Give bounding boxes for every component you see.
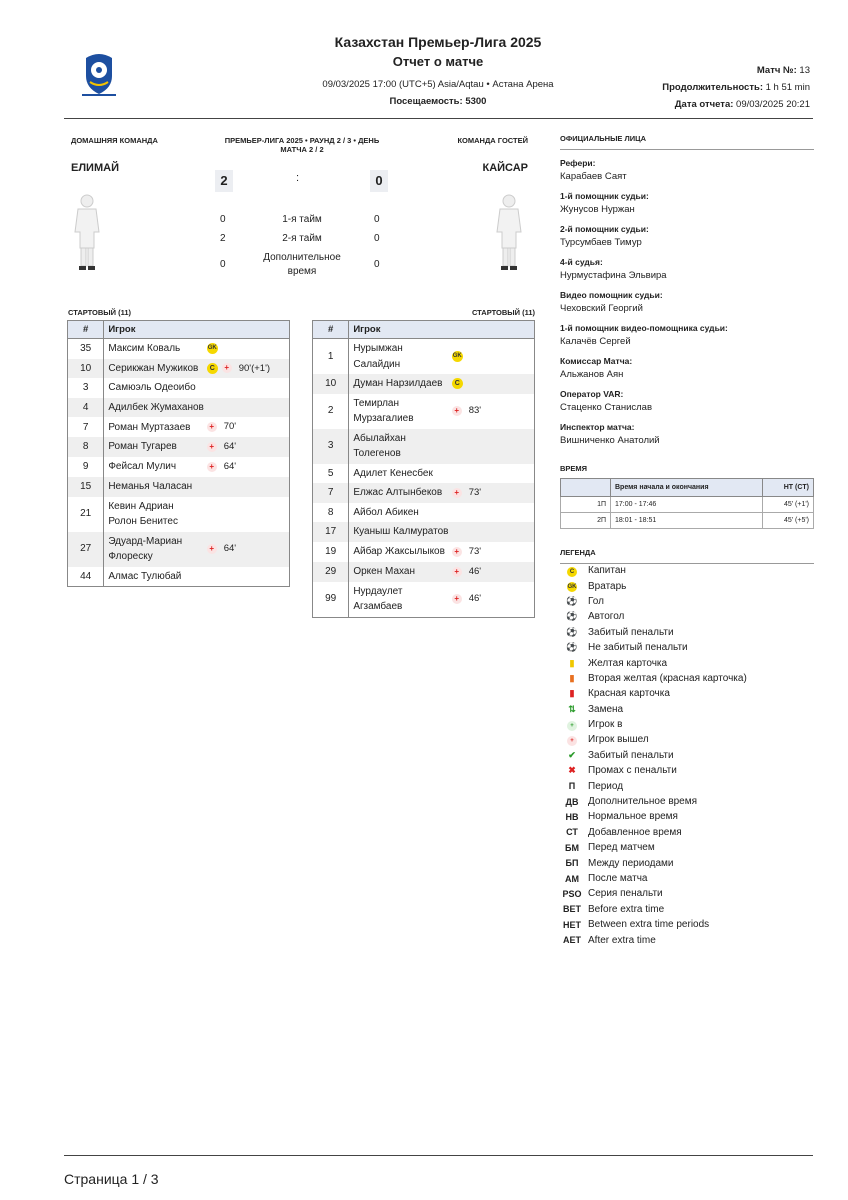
player-name: Серикжан Мужиков: [104, 359, 205, 379]
goalkeeper-icon: GK: [567, 584, 577, 591]
sub-time: 70': [223, 421, 237, 433]
player-out-icon: +: [452, 594, 462, 604]
player-number: 29: [313, 562, 349, 582]
player-row: [68, 477, 290, 497]
player-events: [205, 567, 290, 587]
legend-item: [560, 625, 814, 640]
legend-text: Between extra time periods: [588, 919, 710, 931]
player-out-icon: +: [207, 462, 217, 472]
player-name: Оркен Махан: [349, 562, 450, 582]
legend-item: [560, 609, 814, 624]
col-number: #: [313, 321, 349, 339]
player-name: Неманья Чаласан: [104, 477, 205, 497]
official-name: Стаценко Станислав: [560, 402, 653, 413]
officials-section: [560, 134, 814, 455]
legend-text: Добавленное время: [588, 826, 682, 838]
player-name: Фейсал Мулич: [108, 461, 177, 473]
sub-time: 73': [468, 487, 482, 498]
player-name: Абылайхан Толегенов: [349, 429, 450, 464]
player-events: [205, 398, 290, 418]
round-label: ПРЕМЬЕР-ЛИГА 2025 • РАУНД 2 / 3 • ДЕНЬ МАТЧА 2 / 2: [224, 136, 380, 154]
legend-text: Перед матчем: [588, 842, 655, 854]
abbr-icon: AET: [563, 935, 581, 946]
legend-text: Игрок в: [588, 719, 623, 731]
sub-time: 64': [223, 441, 237, 453]
match-number: 13: [799, 65, 810, 76]
home-start-label: СТАРТОВЫЙ (11): [68, 308, 132, 317]
legend-item: [560, 809, 814, 824]
period-name: 2П: [561, 513, 611, 529]
player-events: [450, 582, 535, 618]
legend-text: После матча: [588, 873, 648, 884]
home-team-name: ЕЛИМАЙ: [71, 162, 119, 174]
report-subtitle: Отчет о матче: [392, 54, 484, 69]
player-row: [68, 417, 290, 437]
player-events: [205, 457, 290, 477]
player-row: [68, 378, 290, 398]
player-out-icon: +: [207, 442, 217, 452]
away-kit-icon: [494, 192, 524, 272]
player-name: Адилбек Жумаханов: [104, 398, 205, 418]
goalkeeper-icon: GK: [207, 343, 218, 354]
player-out-icon: +: [560, 734, 584, 746]
legend-item: [560, 825, 814, 840]
player-events: [205, 532, 290, 567]
player-out-icon: +: [207, 422, 217, 432]
official-name: Калачёв Сергей: [560, 336, 631, 347]
player-events: [205, 378, 290, 398]
col-player: Игрок: [104, 321, 290, 339]
player-out-icon: +: [452, 567, 462, 577]
legend-item: [560, 655, 814, 670]
player-out-icon: +: [452, 488, 462, 498]
legend-text: Вторая желтая (красная карточка): [588, 672, 747, 684]
player-row: [313, 503, 535, 523]
footer-divider: [64, 1155, 813, 1156]
legend-item: [560, 578, 814, 593]
player-events: [450, 542, 535, 562]
away-team-label: КОМАНДА ГОСТЕЙ: [457, 136, 528, 145]
player-row: [68, 567, 290, 587]
official-role: Комиссар Матча:: [560, 356, 633, 366]
player-row: [313, 374, 535, 394]
legend-text: After extra time: [588, 934, 656, 946]
legend-item: [560, 886, 814, 901]
col-player: Игрок: [349, 321, 535, 339]
col-ht: HT (CT): [763, 479, 814, 497]
player-number: 4: [68, 398, 104, 418]
player-number: 10: [68, 359, 104, 379]
player-name: Темирлан Мурзагалиев: [353, 397, 414, 424]
player-row: [313, 522, 535, 542]
legend-item: [560, 640, 814, 655]
match-duration: 1 h 51 min: [765, 82, 810, 93]
player-number: 99: [313, 582, 349, 618]
legend-text: Забитый пенальти: [588, 626, 674, 638]
col-time-range: Время начала и окончания: [611, 479, 763, 497]
legend-text: Между периодами: [588, 857, 674, 869]
legend-text: Не забитый пенальти: [588, 642, 688, 654]
player-row: [68, 437, 290, 457]
official-name: Чеховский Георгий: [560, 303, 643, 314]
player-row: [68, 359, 290, 379]
player-events: [450, 562, 535, 582]
legend-text: Промах с пенальти: [588, 765, 677, 777]
away-start-label: СТАРТОВЫЙ (11): [471, 308, 535, 317]
abbr-icon: ДВ: [565, 796, 579, 807]
legend-item: [560, 686, 814, 701]
player-events: [205, 437, 290, 457]
cross-icon: ✖: [568, 765, 576, 776]
player-out-icon: +: [452, 406, 462, 416]
player-in-icon: +: [560, 719, 584, 731]
captain-icon: C: [452, 378, 463, 389]
goal-icon: ⚽: [566, 595, 578, 606]
period-ht: 45' (+5'): [763, 513, 814, 529]
official-name: Нурмустафина Эльвира: [560, 270, 667, 281]
penalty-missed-icon: ⚽: [566, 642, 578, 653]
player-row: [313, 394, 535, 429]
player-events: [205, 339, 290, 359]
abbr-icon: СТ: [566, 827, 578, 838]
player-number: 44: [68, 567, 104, 587]
player-name: Айбол Абикен: [353, 506, 419, 518]
player-name: Роман Тугарев: [104, 437, 205, 457]
player-events: [450, 483, 535, 503]
legend: [560, 563, 814, 948]
checkmark-icon: ✔: [568, 749, 576, 760]
period-range: 17:00 - 17:46: [611, 497, 763, 513]
sub-time: 64': [223, 461, 237, 473]
legend-item: [560, 871, 814, 886]
official-name: Вишниченко Анатолий: [560, 435, 660, 446]
legend-text: Гол: [588, 595, 604, 607]
player-events: [205, 497, 290, 532]
penalty-scored-icon: ⚽: [566, 626, 578, 637]
sub-time: 90'(+1'): [238, 362, 271, 374]
legend-text: Период: [588, 780, 624, 792]
player-name: Адилет Кенесбек: [353, 467, 433, 479]
official-name: Альжанов Аян: [560, 369, 624, 380]
official-role: Инспектор матча:: [560, 422, 635, 432]
page-number: Страница 1 / 3: [64, 1171, 159, 1187]
abbr-icon: HET: [563, 919, 581, 930]
legend-item: [560, 902, 814, 917]
player-events: [450, 429, 535, 464]
official-role: 1-й помощник судьи:: [560, 191, 649, 201]
home-team-label: ДОМАШНЯЯ КОМАНДА: [71, 136, 158, 145]
legend-item: [560, 794, 814, 809]
player-events: [205, 477, 290, 497]
yellow-card-icon: ▮: [569, 657, 575, 668]
player-number: 3: [68, 378, 104, 398]
own-goal-icon: ⚽: [566, 611, 578, 622]
score-separator: :: [296, 172, 300, 184]
player-number: 8: [68, 437, 104, 457]
period-row: 0 Дополнительное время 0: [220, 252, 380, 277]
player-number: 27: [68, 532, 104, 567]
second-yellow-icon: ▮: [569, 672, 575, 683]
player-row: [68, 398, 290, 418]
legend-item: [560, 594, 814, 609]
player-events: [450, 503, 535, 523]
player-row: [68, 457, 290, 477]
player-name: Кевин Адриан Ролон Бенитес: [108, 500, 178, 528]
period-name: 1П: [561, 497, 611, 513]
sub-time: 73': [468, 545, 482, 557]
legend-item: [560, 917, 814, 932]
legend-item: [560, 671, 814, 686]
player-name: Самюэль Одеоибо: [108, 382, 196, 394]
player-events: [450, 464, 535, 484]
sub-time: 64': [223, 543, 237, 555]
sub-time: 83': [468, 405, 482, 417]
league-logo: [78, 52, 120, 98]
player-name: Нурымжан Салайдин: [353, 343, 403, 370]
official-name: Карабаев Саят: [560, 171, 627, 182]
player-row: [313, 562, 535, 582]
legend-text: Желтая карточка: [588, 657, 668, 669]
legend-text: Красная карточка: [588, 688, 670, 700]
player-number: 21: [68, 497, 104, 532]
attendance: Посещаемость: 5300: [389, 96, 487, 107]
legend-item: [560, 732, 814, 747]
legend-text: Before extra time: [588, 903, 665, 915]
player-out-icon: +: [207, 544, 217, 554]
home-score: 2: [215, 170, 233, 192]
player-row: [68, 339, 290, 359]
official-role: Рефери:: [560, 158, 596, 168]
match-meta: Матч №: 13 Продолжительность: 1 h 51 min Дата отчета: 09/03/2025 20:21: [662, 65, 810, 110]
player-name: Нурдаулет Агзамбаев: [353, 585, 403, 613]
sub-time: 46': [468, 593, 482, 605]
page-title: Казахстан Премьер-Лига 2025: [334, 34, 542, 50]
legend-text: Автогол: [588, 611, 625, 623]
player-row: [313, 429, 535, 464]
player-events: [450, 339, 535, 375]
abbr-icon: BET: [563, 904, 581, 915]
player-number: 17: [313, 522, 349, 542]
player-events: [450, 522, 535, 542]
legend-text: Дополнительное время: [588, 796, 698, 808]
official-role: 4-й судья:: [560, 257, 603, 267]
player-number: 5: [313, 464, 349, 484]
abbr-icon: БМ: [565, 842, 579, 853]
player-row: [313, 339, 535, 375]
abbr-icon: НВ: [565, 811, 579, 822]
player-row: [313, 483, 535, 503]
legend-text: Капитан: [588, 565, 626, 577]
abbr-icon: PSO: [562, 888, 582, 899]
legend-text: Вратарь: [588, 580, 627, 592]
abbr-icon: П: [568, 781, 576, 792]
player-number: 10: [313, 374, 349, 394]
player-row: [68, 497, 290, 532]
player-name: Думан Нарзилдаев: [349, 374, 450, 394]
datetime-venue: 09/03/2025 17:00 (UTC+5) Asia/Aqtau • Астана Арена: [322, 79, 554, 90]
legend-item: [560, 702, 814, 717]
player-row: [313, 582, 535, 618]
abbr-icon: АМ: [565, 873, 579, 884]
player-number: 35: [68, 339, 104, 359]
legend-item: [560, 748, 814, 763]
player-name: Айбар Жаксылыков: [353, 546, 445, 558]
player-name: Роман Муртазаев: [108, 421, 191, 433]
goalkeeper-icon: GK: [452, 351, 463, 362]
captain-icon: C: [560, 565, 584, 577]
official-role: 2-й помощник судьи:: [560, 224, 649, 234]
official-role: Видео помощник судьи:: [560, 290, 663, 300]
captain-icon: C: [207, 363, 218, 374]
legend-text: Серия пенальти: [588, 888, 663, 900]
home-lineup-table: [67, 320, 290, 587]
player-out-icon: +: [222, 363, 232, 373]
official-name: Турсумбаев Тимур: [560, 237, 642, 248]
player-name: Эдуард-Мариан Флореску: [104, 532, 205, 567]
away-score: 0: [370, 170, 388, 192]
player-events: [205, 359, 290, 379]
player-row: [68, 532, 290, 567]
time-row: [561, 513, 814, 529]
player-number: 8: [313, 503, 349, 523]
player-number: 1: [313, 339, 349, 375]
player-number: 7: [68, 417, 104, 437]
header-divider: [64, 118, 813, 119]
time-table: [560, 478, 814, 529]
sub-time: 46': [468, 565, 482, 577]
player-row: [313, 542, 535, 562]
time-row: [561, 497, 814, 513]
legend-item: [560, 840, 814, 855]
player-row: [313, 464, 535, 484]
report-header: [250, 34, 626, 107]
home-kit-icon: [72, 192, 102, 272]
substitution-icon: ⇅: [568, 703, 576, 714]
player-events: [450, 394, 535, 429]
player-name: Алмас Тулюбай: [108, 570, 182, 582]
official-name: Жунусов Нуржан: [560, 204, 635, 215]
legend-text: Замена: [588, 703, 624, 715]
player-name: Куаныш Калмуратов: [349, 522, 450, 542]
legend-item: [560, 763, 814, 778]
legend-text: Забитый пенальти: [588, 749, 674, 761]
period-range: 18:01 - 18:51: [611, 513, 763, 529]
abbr-icon: БП: [565, 858, 579, 869]
player-events: [450, 374, 535, 394]
away-lineup-table: [312, 320, 535, 618]
player-name: Елжас Алтынбеков: [349, 483, 450, 503]
player-events: [205, 417, 290, 437]
player-number: 19: [313, 542, 349, 562]
report-date: 09/03/2025 20:21: [736, 99, 810, 110]
legend-text: Игрок вышел: [588, 734, 649, 746]
player-number: 2: [313, 394, 349, 429]
legend-item: [560, 855, 814, 870]
legend-heading: ЛЕГЕНДА: [560, 548, 814, 564]
player-number: 15: [68, 477, 104, 497]
legend-item: [560, 778, 814, 793]
legend-item: [560, 717, 814, 732]
legend-item: [560, 932, 814, 947]
legend-text: Нормальное время: [588, 811, 678, 823]
player-name: Максим Коваль: [108, 343, 181, 354]
player-number: 7: [313, 483, 349, 503]
player-out-icon: +: [452, 547, 462, 557]
official-role: Оператор VAR:: [560, 389, 624, 399]
player-number: 3: [313, 429, 349, 464]
official-role: 1-й помощник видео-помощника судьи:: [560, 323, 728, 333]
col-number: #: [68, 321, 104, 339]
officials-heading: ОФИЦИАЛЬНЫЕ ЛИЦА: [560, 134, 814, 150]
period-ht: 45' (+1'): [763, 497, 814, 513]
player-number: 9: [68, 457, 104, 477]
away-team-name: КАЙСАР: [482, 162, 528, 174]
time-heading: ВРЕМЯ: [560, 464, 588, 473]
red-card-icon: ▮: [569, 688, 575, 699]
legend-item: [560, 563, 814, 578]
